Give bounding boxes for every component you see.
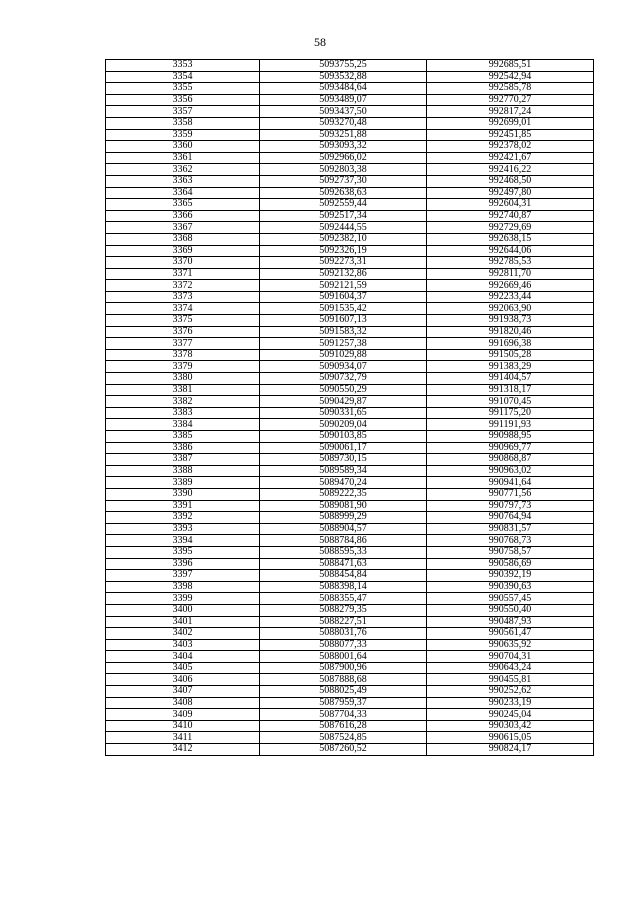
x-coordinate-cell: 5092121,59 (260, 280, 427, 292)
table-row (106, 674, 594, 686)
point-number-cell: 3401 (106, 616, 260, 628)
x-coordinate-cell: 5090331,65 (260, 407, 427, 419)
x-coordinate-cell: 5088025,49 (260, 686, 427, 698)
x-coordinate-cell: 5092326,19 (260, 245, 427, 257)
y-coordinate-cell: 992644,06 (427, 245, 594, 257)
y-coordinate-cell: 992063,90 (427, 303, 594, 315)
point-number-cell: 3370 (106, 257, 260, 269)
y-coordinate-cell: 990764,94 (427, 512, 594, 524)
point-number-cell: 3357 (106, 106, 260, 118)
x-coordinate-cell: 5092737,30 (260, 175, 427, 187)
x-coordinate-cell: 5088904,57 (260, 523, 427, 535)
point-number-cell: 3386 (106, 442, 260, 454)
point-number-cell: 3367 (106, 222, 260, 234)
x-coordinate-cell: 5087260,52 (260, 744, 427, 756)
x-coordinate-cell: 5091257,38 (260, 338, 427, 350)
point-number-cell: 3402 (106, 628, 260, 640)
point-number-cell: 3404 (106, 651, 260, 663)
x-coordinate-cell: 5088031,76 (260, 628, 427, 640)
x-coordinate-cell: 5091604,37 (260, 291, 427, 303)
point-number-cell: 3376 (106, 326, 260, 338)
x-coordinate-cell: 5093755,25 (260, 60, 427, 72)
y-coordinate-cell: 990303,42 (427, 720, 594, 732)
y-coordinate-cell: 992740,87 (427, 210, 594, 222)
y-coordinate-cell: 990586,69 (427, 558, 594, 570)
x-coordinate-cell: 5090209,04 (260, 419, 427, 431)
x-coordinate-cell: 5092382,10 (260, 233, 427, 245)
point-number-cell: 3390 (106, 488, 260, 500)
x-coordinate-cell: 5088077,33 (260, 639, 427, 651)
y-coordinate-cell: 990797,73 (427, 500, 594, 512)
point-number-cell: 3384 (106, 419, 260, 431)
x-coordinate-cell: 5088001,64 (260, 651, 427, 663)
point-number-cell: 3358 (106, 117, 260, 129)
x-coordinate-cell: 5089081,90 (260, 500, 427, 512)
point-number-cell: 3400 (106, 604, 260, 616)
y-coordinate-cell: 990963,02 (427, 465, 594, 477)
y-coordinate-cell: 990252,62 (427, 686, 594, 698)
x-coordinate-cell: 5092517,34 (260, 210, 427, 222)
table-row (106, 407, 594, 419)
table-row (106, 210, 594, 222)
table-row (106, 280, 594, 292)
x-coordinate-cell: 5092803,38 (260, 164, 427, 176)
y-coordinate-cell: 990390,63 (427, 581, 594, 593)
table-row (106, 326, 594, 338)
table-row (106, 83, 594, 95)
table-row (106, 291, 594, 303)
point-number-cell: 3363 (106, 175, 260, 187)
x-coordinate-cell: 5088595,33 (260, 546, 427, 558)
x-coordinate-cell: 5093489,07 (260, 94, 427, 106)
y-coordinate-cell: 992699,01 (427, 117, 594, 129)
x-coordinate-cell: 5090550,29 (260, 384, 427, 396)
point-number-cell: 3405 (106, 662, 260, 674)
x-coordinate-cell: 5087704,33 (260, 709, 427, 721)
table-row (106, 94, 594, 106)
table-row (106, 141, 594, 153)
y-coordinate-cell: 990557,45 (427, 593, 594, 605)
table-row (106, 129, 594, 141)
y-coordinate-cell: 992585,78 (427, 83, 594, 95)
x-coordinate-cell: 5087616,28 (260, 720, 427, 732)
y-coordinate-cell: 992542,94 (427, 71, 594, 83)
table-row (106, 338, 594, 350)
x-coordinate-cell: 5093437,50 (260, 106, 427, 118)
point-number-cell: 3392 (106, 512, 260, 524)
point-number-cell: 3411 (106, 732, 260, 744)
table-row (106, 604, 594, 616)
table-row (106, 187, 594, 199)
table-row (106, 454, 594, 466)
y-coordinate-cell: 992817,24 (427, 106, 594, 118)
point-number-cell: 3371 (106, 268, 260, 280)
point-number-cell: 3369 (106, 245, 260, 257)
point-number-cell: 3397 (106, 570, 260, 582)
y-coordinate-cell: 992604,31 (427, 199, 594, 211)
x-coordinate-cell: 5090061,17 (260, 442, 427, 454)
table-row (106, 175, 594, 187)
x-coordinate-cell: 5088355,47 (260, 593, 427, 605)
table-row (106, 488, 594, 500)
point-number-cell: 3356 (106, 94, 260, 106)
x-coordinate-cell: 5087524,85 (260, 732, 427, 744)
point-number-cell: 3406 (106, 674, 260, 686)
y-coordinate-cell: 990941,64 (427, 477, 594, 489)
y-coordinate-cell: 990771,56 (427, 488, 594, 500)
table-row (106, 570, 594, 582)
y-coordinate-cell: 990969,77 (427, 442, 594, 454)
x-coordinate-cell: 5088227,51 (260, 616, 427, 628)
y-coordinate-cell: 990392,19 (427, 570, 594, 582)
y-coordinate-cell: 992685,51 (427, 60, 594, 72)
point-number-cell: 3366 (106, 210, 260, 222)
table-row (106, 709, 594, 721)
point-number-cell: 3373 (106, 291, 260, 303)
table-row (106, 315, 594, 327)
y-coordinate-cell: 990561,47 (427, 628, 594, 640)
point-number-cell: 3393 (106, 523, 260, 535)
x-coordinate-cell: 5092132,86 (260, 268, 427, 280)
y-coordinate-cell: 990487,93 (427, 616, 594, 628)
x-coordinate-cell: 5089222,35 (260, 488, 427, 500)
x-coordinate-cell: 5091607,13 (260, 315, 427, 327)
point-number-cell: 3407 (106, 686, 260, 698)
x-coordinate-cell: 5091535,42 (260, 303, 427, 315)
y-coordinate-cell: 991696,38 (427, 338, 594, 350)
point-number-cell: 3389 (106, 477, 260, 489)
point-number-cell: 3381 (106, 384, 260, 396)
point-number-cell: 3353 (106, 60, 260, 72)
point-number-cell: 3408 (106, 697, 260, 709)
table-row (106, 662, 594, 674)
table-row (106, 465, 594, 477)
x-coordinate-cell: 5093251,88 (260, 129, 427, 141)
point-number-cell: 3375 (106, 315, 260, 327)
y-coordinate-cell: 990704,31 (427, 651, 594, 663)
table-row (106, 117, 594, 129)
y-coordinate-cell: 991820,46 (427, 326, 594, 338)
x-coordinate-cell: 5090429,87 (260, 396, 427, 408)
table-row (106, 303, 594, 315)
point-number-cell: 3378 (106, 349, 260, 361)
y-coordinate-cell: 990988,95 (427, 431, 594, 443)
point-number-cell: 3396 (106, 558, 260, 570)
table-row (106, 442, 594, 454)
x-coordinate-cell: 5088784,86 (260, 535, 427, 547)
x-coordinate-cell: 5090934,07 (260, 361, 427, 373)
point-number-cell: 3360 (106, 141, 260, 153)
x-coordinate-cell: 5091029,88 (260, 349, 427, 361)
x-coordinate-cell: 5093532,88 (260, 71, 427, 83)
x-coordinate-cell: 5093093,32 (260, 141, 427, 153)
table-row (106, 651, 594, 663)
y-coordinate-cell: 992416,22 (427, 164, 594, 176)
x-coordinate-cell: 5089470,24 (260, 477, 427, 489)
point-number-cell: 3368 (106, 233, 260, 245)
y-coordinate-cell: 990768,73 (427, 535, 594, 547)
y-coordinate-cell: 990868,87 (427, 454, 594, 466)
table-row (106, 535, 594, 547)
point-number-cell: 3365 (106, 199, 260, 211)
table-row (106, 431, 594, 443)
table-row (106, 500, 594, 512)
x-coordinate-cell: 5087900,96 (260, 662, 427, 674)
y-coordinate-cell: 992421,67 (427, 152, 594, 164)
page-number: 58 (314, 35, 326, 49)
y-coordinate-cell: 992638,15 (427, 233, 594, 245)
table-row (106, 164, 594, 176)
point-number-cell: 3361 (106, 152, 260, 164)
x-coordinate-cell: 5087959,37 (260, 697, 427, 709)
table-row (106, 546, 594, 558)
x-coordinate-cell: 5093484,64 (260, 83, 427, 95)
x-coordinate-cell: 5089589,34 (260, 465, 427, 477)
y-coordinate-cell: 992497,80 (427, 187, 594, 199)
coordinates-table (105, 59, 594, 756)
point-number-cell: 3364 (106, 187, 260, 199)
table-row (106, 628, 594, 640)
point-number-cell: 3395 (106, 546, 260, 558)
table-row (106, 697, 594, 709)
y-coordinate-cell: 990455,81 (427, 674, 594, 686)
point-number-cell: 3354 (106, 71, 260, 83)
y-coordinate-cell: 992729,69 (427, 222, 594, 234)
table-row (106, 245, 594, 257)
point-number-cell: 3380 (106, 373, 260, 385)
y-coordinate-cell: 992378,02 (427, 141, 594, 153)
point-number-cell: 3385 (106, 431, 260, 443)
table-row (106, 60, 594, 72)
x-coordinate-cell: 5092273,31 (260, 257, 427, 269)
point-number-cell: 3398 (106, 581, 260, 593)
point-number-cell: 3362 (106, 164, 260, 176)
x-coordinate-cell: 5088454,84 (260, 570, 427, 582)
y-coordinate-cell: 990550,40 (427, 604, 594, 616)
point-number-cell: 3394 (106, 535, 260, 547)
x-coordinate-cell: 5091583,32 (260, 326, 427, 338)
x-coordinate-cell: 5088279,35 (260, 604, 427, 616)
x-coordinate-cell: 5093270,48 (260, 117, 427, 129)
y-coordinate-cell: 990758,57 (427, 546, 594, 558)
y-coordinate-cell: 992785,53 (427, 257, 594, 269)
y-coordinate-cell: 990233,19 (427, 697, 594, 709)
point-number-cell: 3383 (106, 407, 260, 419)
y-coordinate-cell: 992233,44 (427, 291, 594, 303)
x-coordinate-cell: 5092638,63 (260, 187, 427, 199)
table-row (106, 396, 594, 408)
table-row (106, 349, 594, 361)
x-coordinate-cell: 5090103,85 (260, 431, 427, 443)
point-number-cell: 3372 (106, 280, 260, 292)
x-coordinate-cell: 5090732,79 (260, 373, 427, 385)
x-coordinate-cell: 5092444,55 (260, 222, 427, 234)
table-row (106, 686, 594, 698)
point-number-cell: 3391 (106, 500, 260, 512)
y-coordinate-cell: 992811,70 (427, 268, 594, 280)
y-coordinate-cell: 991404,57 (427, 373, 594, 385)
y-coordinate-cell: 990245,04 (427, 709, 594, 721)
y-coordinate-cell: 992770,27 (427, 94, 594, 106)
table-row (106, 257, 594, 269)
y-coordinate-cell: 991191,93 (427, 419, 594, 431)
point-number-cell: 3403 (106, 639, 260, 651)
table-row (106, 732, 594, 744)
table-row (106, 523, 594, 535)
table-row (106, 222, 594, 234)
y-coordinate-cell: 991505,28 (427, 349, 594, 361)
point-number-cell: 3355 (106, 83, 260, 95)
table-row (106, 384, 594, 396)
table-row (106, 477, 594, 489)
coordinates-table-body (106, 60, 594, 756)
y-coordinate-cell: 990831,57 (427, 523, 594, 535)
y-coordinate-cell: 991175,20 (427, 407, 594, 419)
table-row (106, 720, 594, 732)
table-row (106, 419, 594, 431)
table-row (106, 152, 594, 164)
table-row (106, 361, 594, 373)
table-row (106, 512, 594, 524)
table-row (106, 268, 594, 280)
x-coordinate-cell: 5087888,68 (260, 674, 427, 686)
y-coordinate-cell: 992468,50 (427, 175, 594, 187)
point-number-cell: 3388 (106, 465, 260, 477)
point-number-cell: 3382 (106, 396, 260, 408)
y-coordinate-cell: 991070,45 (427, 396, 594, 408)
y-coordinate-cell: 992669,46 (427, 280, 594, 292)
table-row (106, 106, 594, 118)
table-row (106, 71, 594, 83)
x-coordinate-cell: 5092559,44 (260, 199, 427, 211)
y-coordinate-cell: 991938,73 (427, 315, 594, 327)
y-coordinate-cell: 990615,05 (427, 732, 594, 744)
y-coordinate-cell: 992451,85 (427, 129, 594, 141)
table-row (106, 199, 594, 211)
point-number-cell: 3409 (106, 709, 260, 721)
x-coordinate-cell: 5092966,02 (260, 152, 427, 164)
point-number-cell: 3387 (106, 454, 260, 466)
y-coordinate-cell: 991383,29 (427, 361, 594, 373)
point-number-cell: 3359 (106, 129, 260, 141)
x-coordinate-cell: 5089730,15 (260, 454, 427, 466)
x-coordinate-cell: 5088999,29 (260, 512, 427, 524)
point-number-cell: 3379 (106, 361, 260, 373)
x-coordinate-cell: 5088471,63 (260, 558, 427, 570)
point-number-cell: 3377 (106, 338, 260, 350)
point-number-cell: 3399 (106, 593, 260, 605)
y-coordinate-cell: 990824,17 (427, 744, 594, 756)
y-coordinate-cell: 990643,24 (427, 662, 594, 674)
y-coordinate-cell: 990635,92 (427, 639, 594, 651)
table-row (106, 373, 594, 385)
table-row (106, 558, 594, 570)
point-number-cell: 3412 (106, 744, 260, 756)
point-number-cell: 3374 (106, 303, 260, 315)
y-coordinate-cell: 991318,17 (427, 384, 594, 396)
table-row (106, 616, 594, 628)
table-row (106, 639, 594, 651)
table-row (106, 233, 594, 245)
table-row (106, 581, 594, 593)
table-row (106, 593, 594, 605)
table-row (106, 744, 594, 756)
point-number-cell: 3410 (106, 720, 260, 732)
x-coordinate-cell: 5088398,14 (260, 581, 427, 593)
